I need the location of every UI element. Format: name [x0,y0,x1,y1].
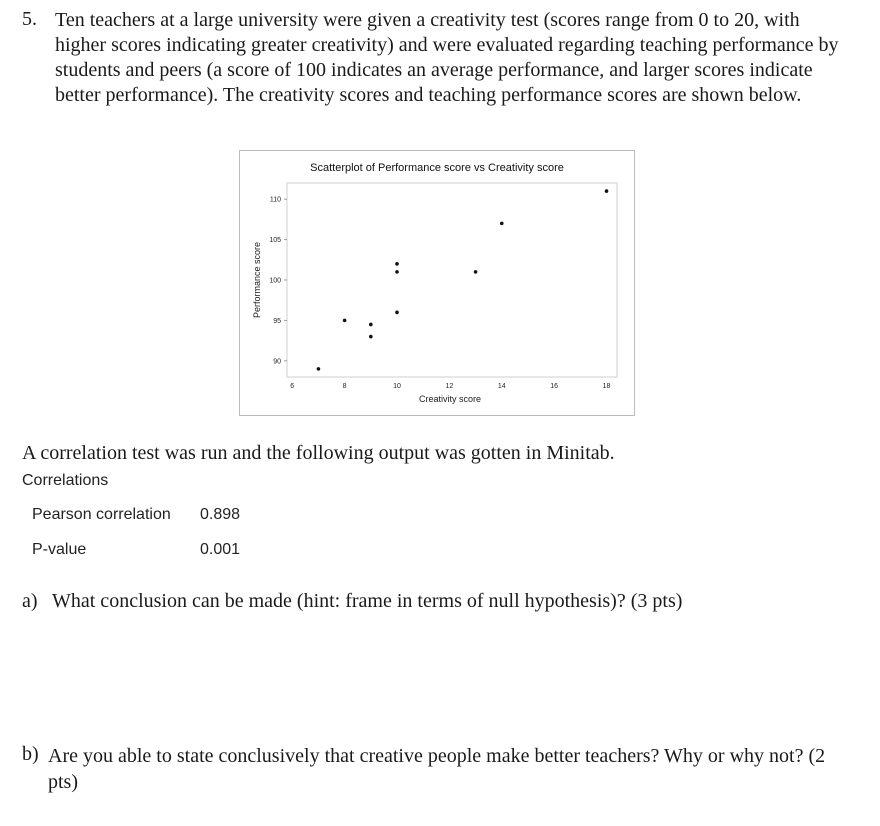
y-tick-label: 105 [269,237,281,245]
data-point [369,323,373,327]
data-point [395,311,399,315]
p-value-row [32,541,240,559]
x-tick-label: 8 [342,383,347,390]
part-b-text: Are you able to state conclusively that creative people make better teachers? Why or why not? (2 pts) [48,745,826,793]
x-tick-label: 16 [550,383,559,390]
x-tick-label: 12 [445,383,454,390]
y-tick-label: 110 [269,196,281,204]
data-point [395,262,399,266]
data-point [343,319,347,323]
scatterplot-canvas [240,151,634,415]
chart-title: Scatterplot of Performance score vs Creativity score [310,162,564,174]
data-point [317,367,321,371]
p-value-label: P-value [32,541,87,558]
data-point [395,270,399,274]
part-a-text: What conclusion can be made (hint: frame in terms of null hypothesis)? (3 pts) [52,590,683,612]
data-point [605,189,609,193]
correlations-title: Correlations [22,472,109,489]
correlation-intro: A correlation test was run and the following output was gotten in Minitab. [22,442,615,464]
data-point [474,270,478,274]
x-tick-label: 18 [602,383,611,390]
data-point [500,222,504,226]
x-axis-label: Creativity score [418,394,482,404]
part-a-letter: a) [22,590,38,612]
x-tick-label: 10 [393,383,401,390]
scatterplot [239,150,635,416]
y-tick-label: 100 [269,277,281,285]
y-axis-label: Performance score [252,241,262,319]
pearson-row [32,506,240,524]
p-value-value: 0.001 [200,541,241,558]
part-b-letter: b) [22,743,39,765]
plot-area [287,183,617,377]
x-tick-label: 14 [497,383,506,390]
pearson-label: Pearson correlation [32,506,171,523]
x-tick-label: 6 [290,383,295,390]
question-text: Ten teachers at a large university were given a creativity test (scores range from 0 to 20, with higher scores indicating greater creativity) and were evaluated regarding teaching performance by students and peers (a score of 100 indicates an average performance, and larger scores indicate better performance). The creativity scores and teaching performance scores are shown below. [55,9,839,106]
y-tick-label: 95 [273,317,281,325]
pearson-value: 0.898 [200,506,241,523]
y-tick-label: 90 [273,358,281,366]
data-point [369,335,373,339]
question-number: 5. [22,8,37,30]
